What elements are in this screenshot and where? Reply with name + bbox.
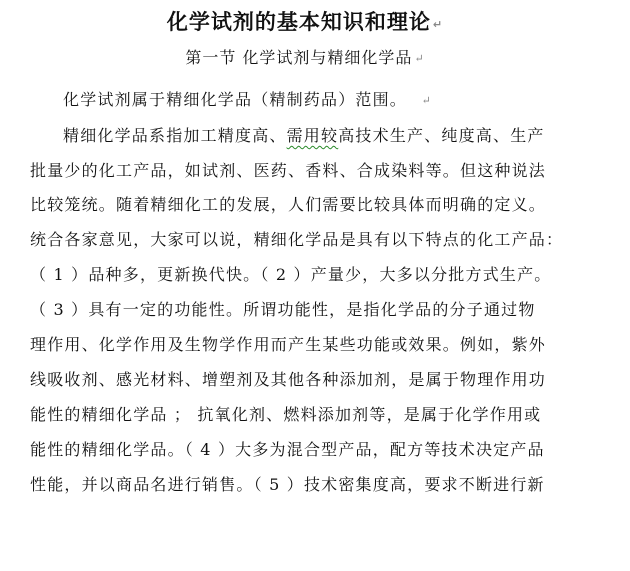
text-line: 线吸收剂、感光材料、增塑剂及其他各种添加剂，是属于物理作用功 [30, 370, 547, 389]
text-line: 化学试剂属于精细化学品（精制药品）范围。 ↵ [63, 90, 433, 109]
paragraph-mark-icon: ↵ [432, 18, 444, 31]
section-heading: 第一节 化学试剂与精细化学品 ↵ [185, 48, 425, 67]
text-line: 性能，并以商品名进行销售。（ 5 ）技术密集度高，要求不断进行新 [30, 475, 545, 494]
text-line: 能性的精细化学品 ； 抗氧化剂、燃料添加剂等，是属于化学作用或 [30, 405, 542, 424]
document-title: 化学试剂的基本知识和理论 ↵ [166, 10, 444, 34]
text-line: 理作用、化学作用及生物学作用而产生某些功能或效果。例如，紫外 [30, 335, 547, 354]
text-line: 精细化学品系指加工精度高、需用较高技术生产、纯度高、生产 [63, 126, 545, 145]
text-line: 批量少的化工产品，如试剂、医药、香料、合成染料等。但这种说法 [30, 161, 547, 180]
text-line: （ 3 ）具有一定的功能性。所谓功能性，是指化学品的分子通过物 [30, 300, 536, 319]
text-line: 能性的精细化学品。（ 4 ）大多为混合型产品，配方等技术决定产品 [30, 440, 545, 459]
paragraph-mark-icon: ↵ [414, 52, 425, 65]
text-line: 比较笼统。随着精细化工的发展，人们需要比较具体而明确的定义。 [30, 195, 547, 214]
text-line: 统合各家意见，大家可以说，精细化学品是具有以下特点的化工产品： [30, 230, 564, 249]
paragraph-mark-icon: ↵ [421, 94, 433, 107]
text-line: （ 1 ）品种多，更新换代快。（ 2 ）产量少，大多以分批方式生产。 [30, 265, 552, 284]
spelling-squiggle: 需用较 [286, 126, 339, 145]
